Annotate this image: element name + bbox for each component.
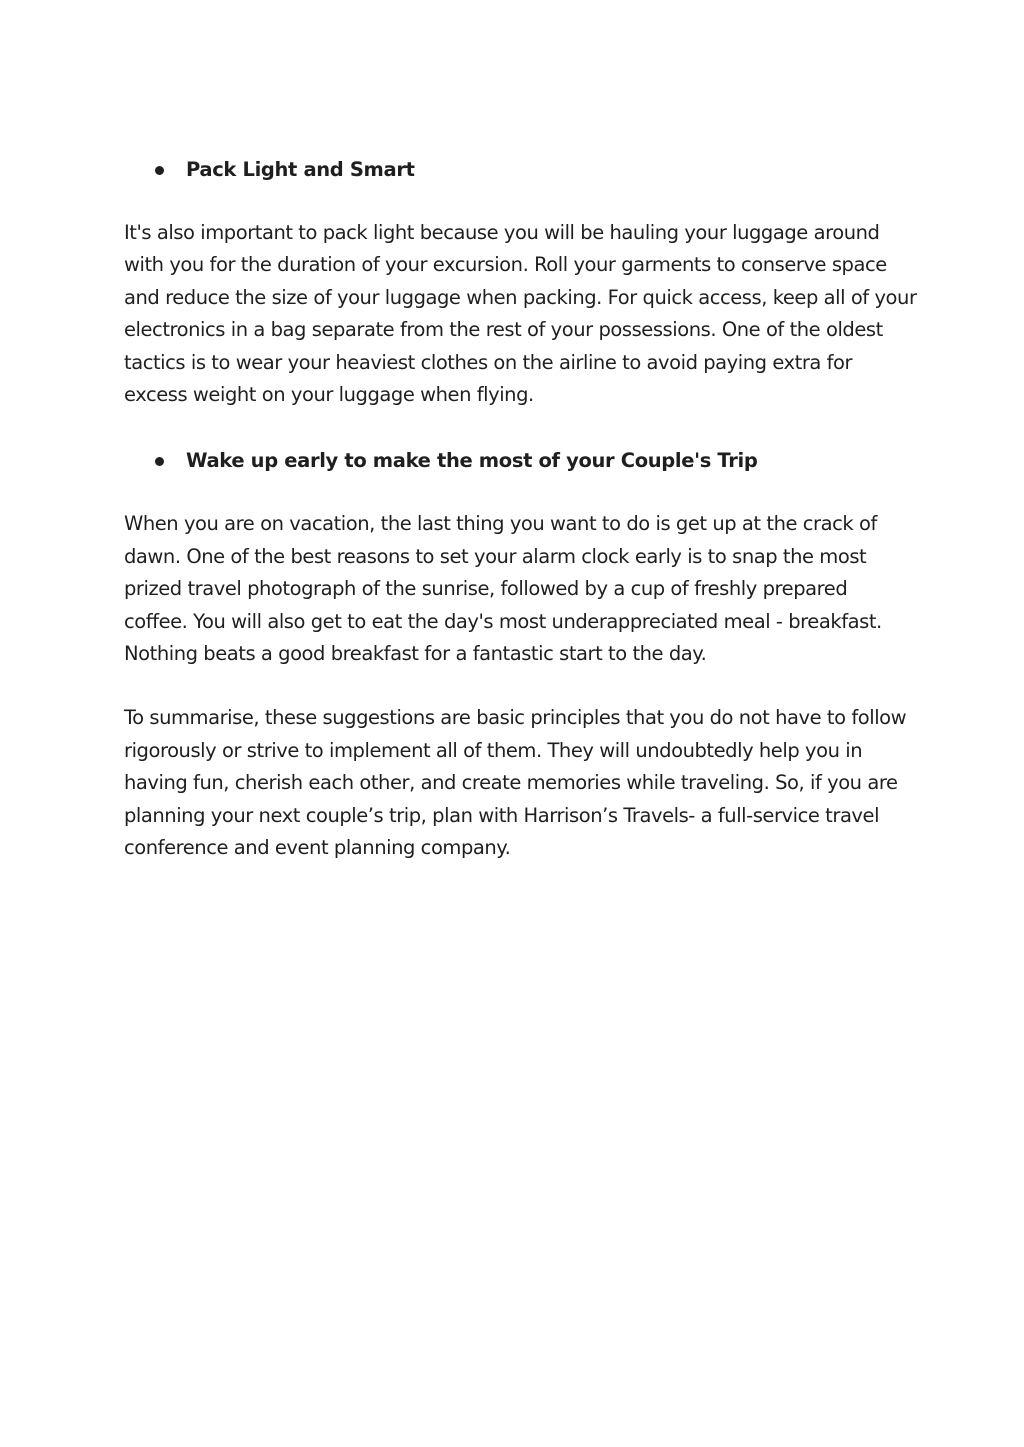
paragraph-line: prized travel photograph of the sunrise, followed by a cup of freshly prepared [124,577,848,601]
paragraph-line: When you are on vacation, the last thing you want to do is get up at the crack of [124,512,877,536]
paragraph-line: planning your next couple’s trip, plan with Harrison’s Travels- a full-service travel [124,803,880,827]
paragraph-wake-up-early [124,508,914,670]
paragraph-line: dawn. One of the best reasons to set your alarm clock early is to snap the most [124,544,867,568]
paragraph-line: It's also important to pack light because you will be hauling your luggage around [124,221,880,244]
paragraph-line: conference and event planning company. [124,836,511,860]
paragraph-summary [124,702,914,864]
paragraph-line: excess weight on your luggage when flying. [124,383,534,407]
paragraph-pack-light [124,217,917,411]
section-heading-text: Pack Light and Smart [186,158,415,181]
paragraph-line: To summarise, these suggestions are basic principles that you do not have to follow [124,706,907,730]
section-heading-wake-up-early [124,443,914,479]
paragraph-line: rigorously or strive to implement all of them. They will undoubtedly help you in [124,738,863,762]
paragraph-line: electronics in a bag separate from the rest of your possessions. One of the oldest [124,318,883,342]
paragraph-line: Nothing beats a good breakfast for a fantastic start to the day. [124,642,707,666]
section-heading-text: Wake up early to make the most of your Couple's Trip [186,449,758,473]
paragraph-line: with you for the duration of your excursion. Roll your garments to conserve space [124,253,887,277]
section-heading-pack-light [124,152,914,188]
paragraph-line: tactics is to wear your heaviest clothes on the airline to avoid paying extra for [124,350,853,374]
bullet-icon [155,166,164,175]
bullet-icon [155,457,164,466]
paragraph-line: coffee. You will also get to eat the day's most underappreciated meal - breakfast. [124,609,882,633]
paragraph-line: and reduce the size of your luggage when packing. For quick access, keep all of your [124,285,917,309]
paragraph-line: having fun, cherish each other, and create memories while traveling. So, if you are [124,771,898,795]
document-body [124,152,917,865]
